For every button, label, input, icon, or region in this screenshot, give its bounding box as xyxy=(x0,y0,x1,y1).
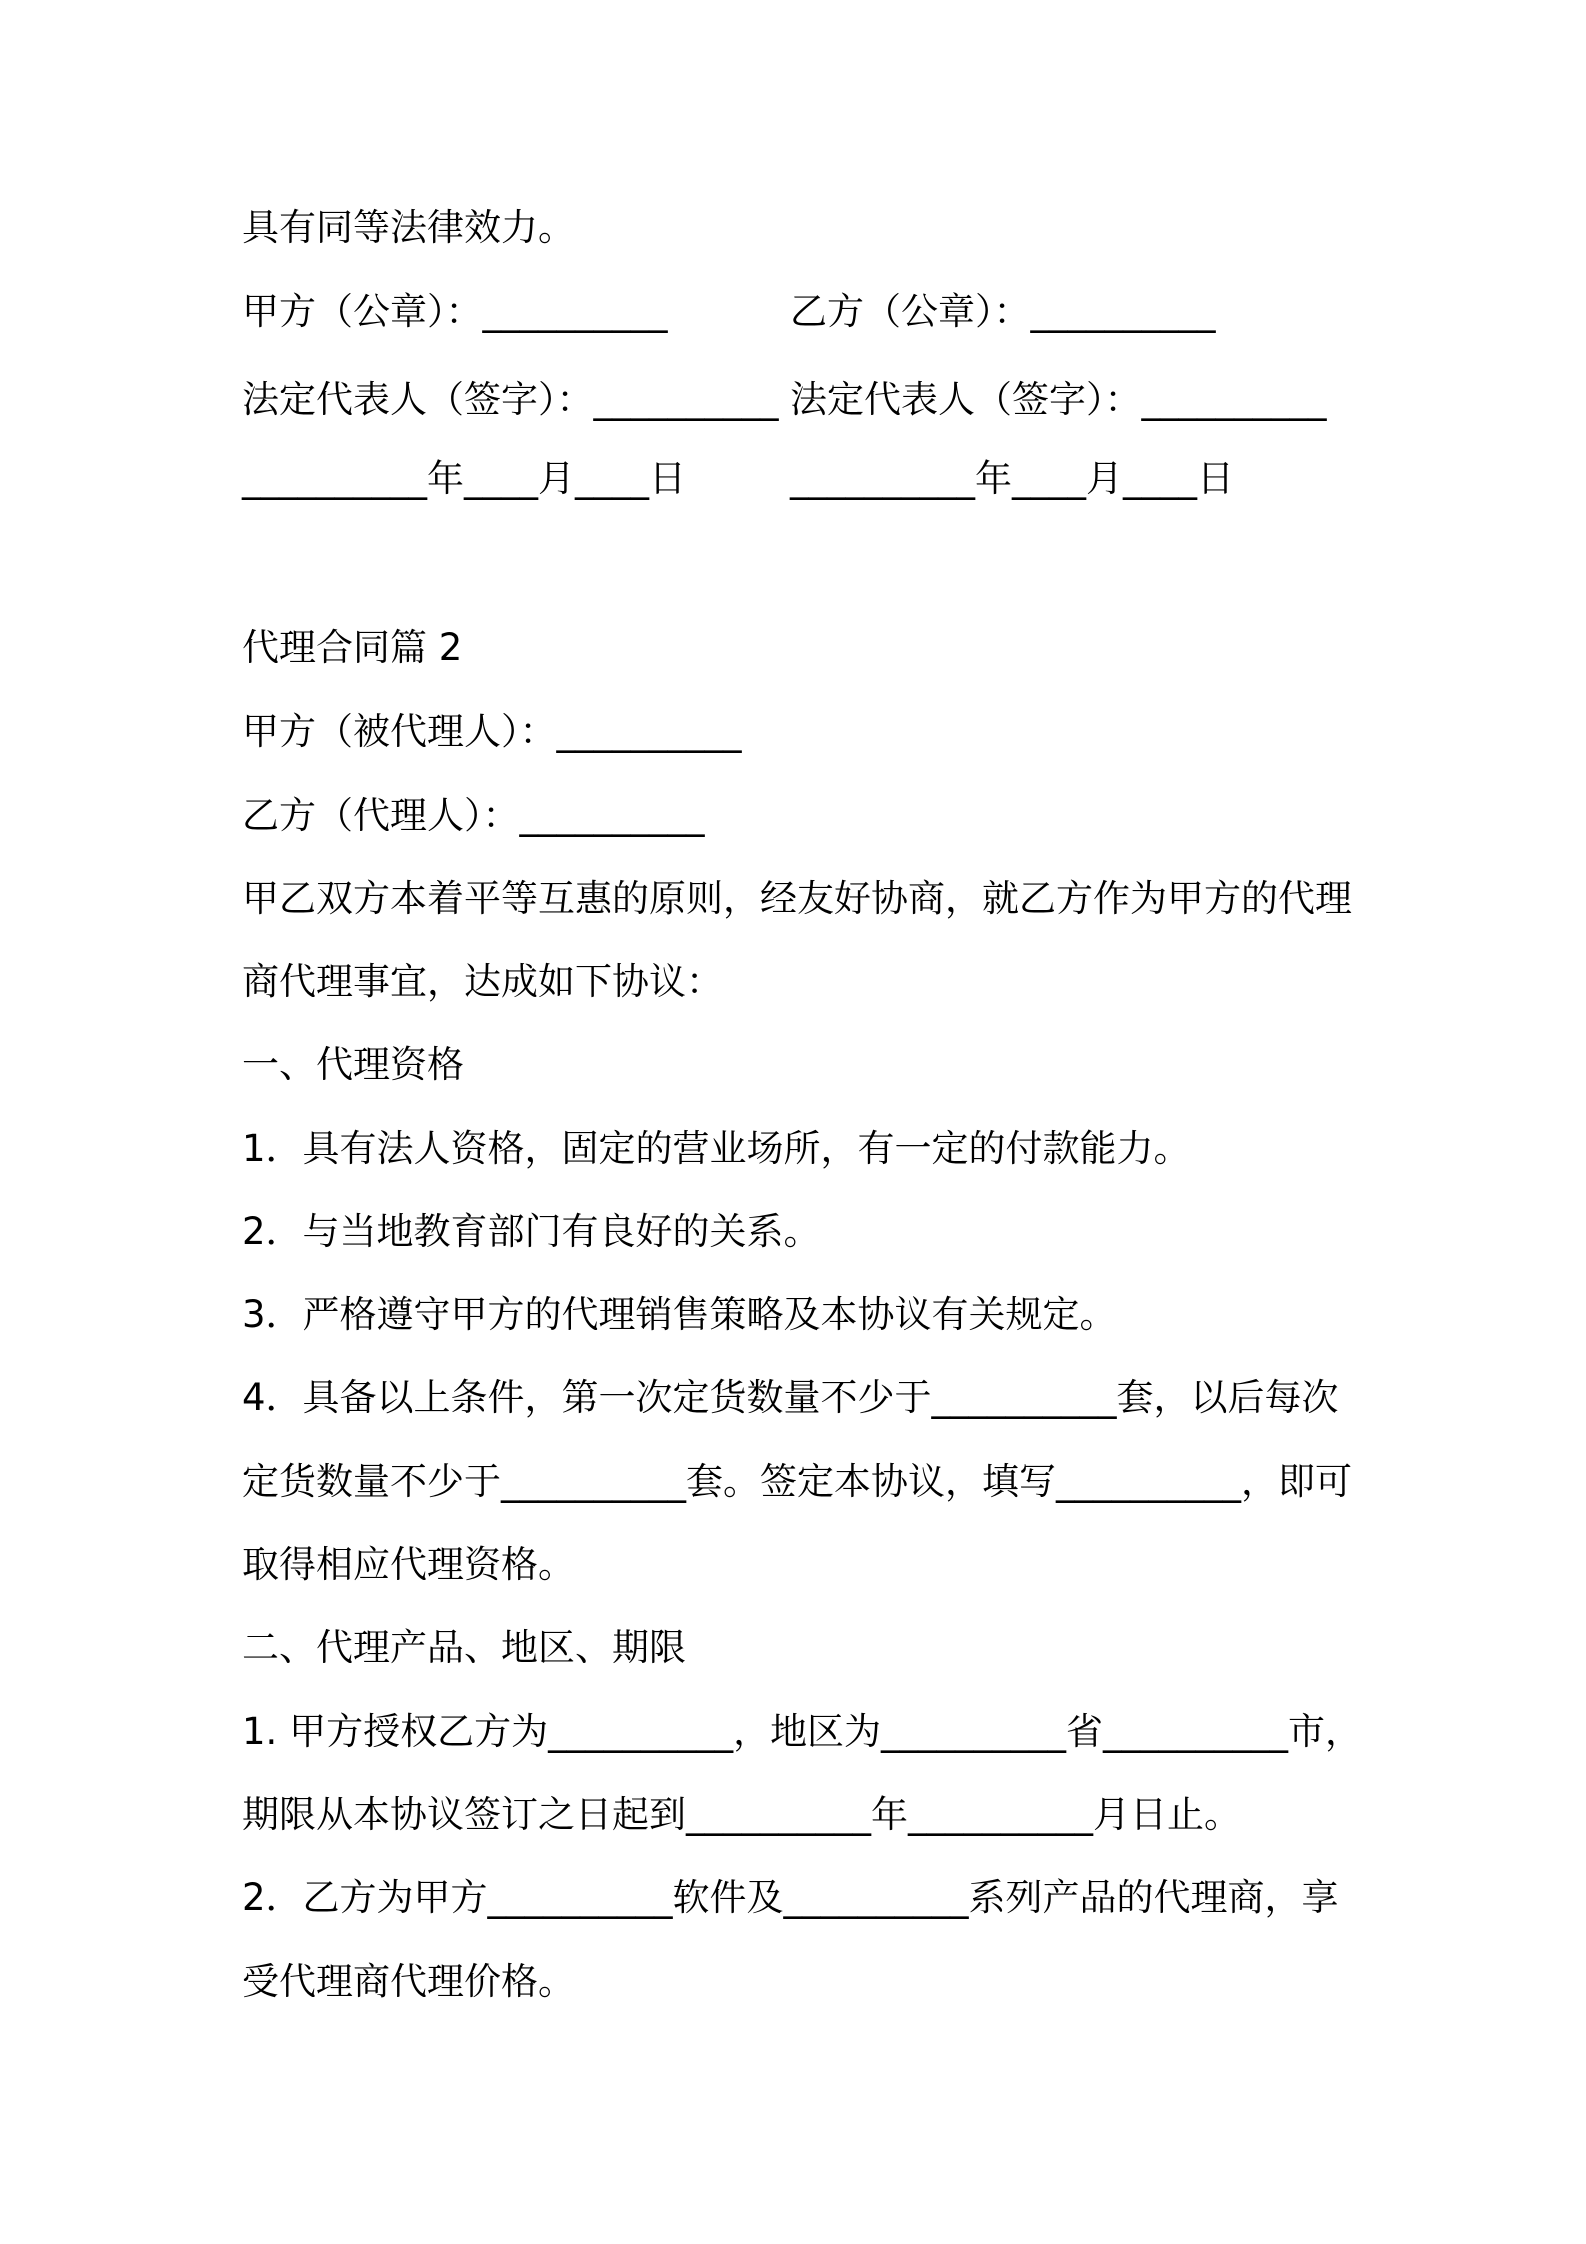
intro-paragraph-line-1: 甲乙双方本着平等互惠的原则，经友好协商，就乙方作为甲方的代理 xyxy=(242,877,1352,920)
section-2-item-2-line-1: 2．乙方为甲方__________软件及__________系列产品的代理商，享 xyxy=(242,1876,1339,1919)
section-1-item-4-line-1: 4．具备以上条件，第一次定货数量不少于__________套，以后每次 xyxy=(242,1376,1339,1419)
party-b-agent-line: 乙方（代理人）：__________ xyxy=(242,794,705,837)
section-2-title: 二、代理产品、地区、期限 xyxy=(242,1626,686,1669)
section-2-item-1-line-2: 期限从本协议签订之日起到__________年__________月日止。 xyxy=(242,1793,1241,1836)
party-a-representative-line: 法定代表人（签字）：__________ xyxy=(242,378,779,421)
validity-clause: 具有同等法律效力。 xyxy=(242,206,575,249)
party-a-seal-line: 甲方（公章）：__________ xyxy=(242,290,668,333)
party-a-principal-line: 甲方（被代理人）：__________ xyxy=(242,710,742,753)
party-b-representative-line: 法定代表人（签字）：__________ xyxy=(790,378,1327,421)
party-b-date-line: __________年____月____日 xyxy=(790,457,1234,500)
section-1-title: 一、代理资格 xyxy=(242,1043,464,1086)
section-1-item-1: 1．具有法人资格，固定的营业场所，有一定的付款能力。 xyxy=(242,1127,1191,1170)
section-2-item-2-line-2: 受代理商代理价格。 xyxy=(242,1960,575,2003)
intro-paragraph-line-2: 商代理事宜，达成如下协议： xyxy=(242,960,723,1003)
contract-title: 代理合同篇 2 xyxy=(242,626,463,669)
section-1-item-4-line-3: 取得相应代理资格。 xyxy=(242,1543,575,1586)
section-1-item-3: 3．严格遵守甲方的代理销售策略及本协议有关规定。 xyxy=(242,1293,1117,1336)
party-a-date-line: __________年____月____日 xyxy=(242,457,686,500)
section-1-item-2: 2．与当地教育部门有良好的关系。 xyxy=(242,1210,821,1253)
section-1-item-4-line-2: 定货数量不少于__________套。签定本协议，填写__________，即可 xyxy=(242,1460,1352,1503)
section-2-item-1-line-1: 1. 甲方授权乙方为__________，地区为__________省__________市， xyxy=(242,1710,1363,1753)
party-b-seal-line: 乙方（公章）：__________ xyxy=(790,290,1216,333)
